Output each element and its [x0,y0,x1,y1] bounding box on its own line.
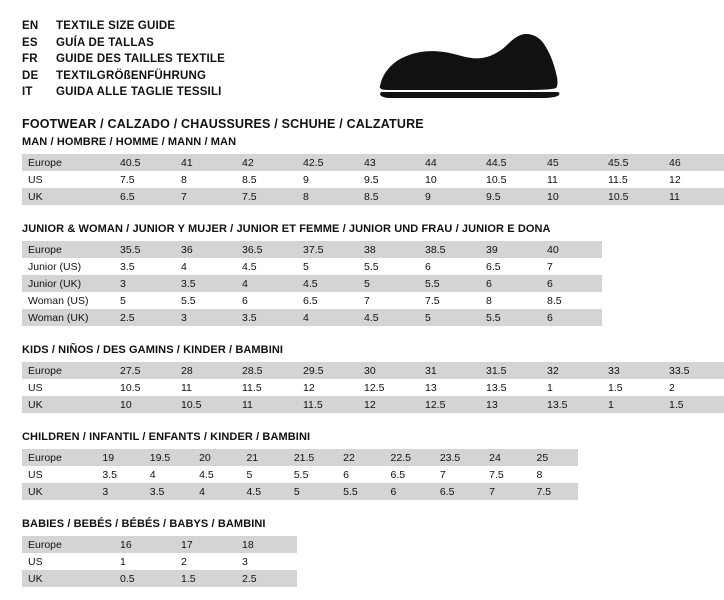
language-row [22,51,362,68]
size-cell: 6.5 [486,260,501,273]
size-section-man [22,136,681,205]
size-cell: 42.5 [297,154,358,171]
table-row [22,570,297,587]
row-label: UK [22,483,96,500]
size-cell: 6.5 [114,188,175,205]
table-row [22,466,578,483]
size-cell: 4 [181,260,187,273]
size-cell: 9 [303,173,309,186]
size-cell: 7 [483,483,530,500]
size-cell: 3.5 [144,483,193,500]
table-row [22,483,578,500]
size-table-children [22,449,578,500]
size-cell: 31.5 [480,362,541,379]
size-cell: 42 [236,154,297,171]
size-cell: 6 [480,275,541,292]
size-cell: 8.5 [547,294,562,307]
size-cell: 10.5 [120,381,141,394]
size-cell: 6 [541,275,602,292]
size-cell: 46 [663,154,724,171]
size-cell: 6.5 [390,468,406,481]
row-label: US [28,555,43,568]
size-cell: 11 [236,396,297,413]
page-header [22,18,578,131]
size-cell: 4 [236,275,297,292]
size-cell: 12 [358,396,419,413]
table-row [22,553,297,570]
size-cell: 5 [358,275,419,292]
size-cell: 36 [175,241,236,258]
size-cell: 4.5 [358,309,419,326]
size-cell: 20 [193,449,240,466]
size-cell: 6.5 [303,294,318,307]
size-cell: 6 [541,309,602,326]
size-cell: 0.5 [114,570,175,587]
size-sections [22,136,690,587]
language-code: IT [22,86,33,98]
size-cell: 11.5 [608,173,628,186]
size-cell: 6 [385,483,434,500]
size-cell: 12 [669,173,681,186]
size-cell: 10 [425,173,437,186]
size-cell: 10 [114,396,175,413]
size-cell: 6.5 [434,483,483,500]
size-cell: 30 [358,362,419,379]
section-title: JUNIOR & WOMAN / JUNIOR Y MUJER / JUNIOR ET FEMME / JUNIOR UND FRAU / JUNIOR E DONA [22,223,551,235]
language-row [22,18,362,35]
size-cell: 37.5 [297,241,358,258]
footwear-title: FOOTWEAR / CALZADO / CHAUSSURES / SCHUHE / CALZATURE [22,116,424,131]
size-cell: 22 [337,449,384,466]
size-cell: 8 [536,468,543,481]
size-table-kids [22,362,724,413]
size-cell: 25 [531,449,578,466]
size-cell: 13.5 [486,381,507,394]
row-label: US [28,468,43,481]
size-cell: 4.5 [199,468,214,481]
size-cell: 12.5 [419,396,480,413]
size-cell: 4.5 [240,483,287,500]
language-code: DE [22,69,39,82]
size-cell: 19.5 [144,449,193,466]
size-cell: 6 [343,468,349,481]
size-cell: 33.5 [663,362,724,379]
size-cell: 1.5 [663,396,724,413]
language-row [22,84,362,101]
table-row [22,449,578,466]
language-row [22,68,362,85]
size-cell: 7.5 [120,173,135,186]
size-cell: 13 [425,381,437,394]
size-cell: 5 [246,468,253,481]
size-cell: 5 [419,309,480,326]
size-cell: 1 [602,396,663,413]
size-cell: 35.5 [114,241,175,258]
size-cell: 8.5 [242,173,257,186]
size-table-man [22,154,724,205]
size-cell: 45 [541,154,602,171]
size-cell: 7 [175,188,236,205]
row-label: Junior (US) [28,260,82,273]
size-cell: 27.5 [114,362,175,379]
size-cell: 11.5 [242,381,262,394]
size-cell: 3 [175,309,236,326]
language-row [22,35,362,52]
size-cell: 39 [480,241,541,258]
size-cell: 7.5 [236,188,297,205]
size-cell: 24 [483,449,530,466]
size-cell: 3 [242,555,248,568]
size-cell: 5.5 [419,275,480,292]
size-cell: 1 [120,555,126,568]
row-label: Europe [22,362,114,379]
size-cell: 45.5 [602,154,663,171]
section-title: BABIES / BEBÉS / BÉBÉS / BABYS / BAMBINI [22,518,266,530]
row-label: US [28,173,43,186]
table-row [22,154,724,171]
size-cell: 6 [425,260,431,273]
language-code: ES [22,36,38,49]
language-text: GUIDA ALLE TAGLIE TESSILI [56,86,222,98]
size-cell: 33 [602,362,663,379]
size-cell: 5 [120,294,126,307]
size-section-children [22,431,578,500]
size-cell: 5.5 [480,309,541,326]
size-cell: 12 [303,381,315,394]
size-cell: 9 [419,188,480,205]
size-cell: 28.5 [236,362,297,379]
size-cell: 43 [358,154,419,171]
dress-shoe-icon [374,28,564,103]
size-cell: 2 [181,555,187,568]
language-text: GUIDE DES TAILLES TEXTILE [56,53,225,65]
size-section-babies [22,518,578,587]
size-cell: 6 [242,294,248,307]
language-code: EN [22,20,39,32]
size-cell: 2 [669,381,675,394]
size-cell: 3.5 [175,275,236,292]
table-row [22,292,602,309]
size-cell: 3.5 [102,468,118,481]
size-cell: 9.5 [364,173,379,186]
size-cell: 13.5 [541,396,602,413]
table-row [22,536,297,553]
table-row [22,396,724,413]
size-cell: 1.5 [175,570,236,587]
size-cell: 40.5 [114,154,175,171]
table-row [22,362,724,379]
size-cell: 8 [181,173,187,186]
size-cell: 7.5 [489,468,504,481]
size-cell: 2.5 [236,570,297,587]
size-section-kids [22,344,690,413]
size-section-junior-woman [22,223,578,326]
table-row [22,188,724,205]
size-cell: 13 [480,396,541,413]
size-cell: 7 [364,294,370,307]
size-cell: 11 [181,381,192,394]
size-cell: 5.5 [364,260,379,273]
language-text: TEXTILE SIZE GUIDE [56,20,176,32]
size-cell: 3.5 [120,260,135,273]
size-cell: 11.5 [297,396,358,413]
size-cell: 10.5 [486,173,507,186]
row-label: Europe [22,536,114,553]
size-cell: 5.5 [293,468,309,481]
row-label: Junior (UK) [22,275,114,292]
row-label: US [28,381,43,394]
language-code: FR [22,53,38,65]
size-cell: 29.5 [297,362,358,379]
size-cell: 11 [547,173,558,186]
section-title: MAN / HOMBRE / HOMME / MANN / MAN [22,136,237,148]
size-cell: 12.5 [364,381,385,394]
size-cell: 10.5 [602,188,663,205]
size-cell: 10.5 [175,396,236,413]
size-cell: 41 [175,154,236,171]
size-cell: 5.5 [181,294,196,307]
size-cell: 32 [541,362,602,379]
size-cell: 28 [175,362,236,379]
size-cell: 44.5 [480,154,541,171]
size-cell: 4 [297,309,358,326]
table-row [22,379,724,396]
size-table-junior-woman [22,241,602,326]
size-cell: 4.5 [242,260,257,273]
size-cell: 7 [439,468,446,481]
size-table-babies [22,536,297,587]
size-cell: 38 [358,241,419,258]
size-cell: 4.5 [297,275,358,292]
size-cell: 18 [236,536,297,553]
language-text: GUÍA DE TALLAS [56,36,154,49]
table-row [22,171,724,188]
table-row [22,275,602,292]
size-cell: 5 [303,260,309,273]
table-row [22,309,602,326]
row-label: Europe [22,449,96,466]
row-label: Europe [22,154,114,171]
table-row [22,241,602,258]
size-cell: 10 [541,188,602,205]
row-label: Woman (UK) [22,309,114,326]
row-label: UK [22,188,114,205]
section-title: KIDS / NIÑOS / DES GAMINS / KINDER / BAMBINI [22,344,284,356]
size-cell: 23.5 [434,449,483,466]
size-cell: 19 [96,449,143,466]
table-row [22,258,602,275]
size-cell: 9.5 [480,188,541,205]
size-cell: 16 [114,536,175,553]
size-cell: 4 [193,483,240,500]
size-cell: 1.5 [608,381,623,394]
size-cell: 3 [96,483,143,500]
size-cell: 7.5 [425,294,440,307]
size-cell: 44 [419,154,480,171]
size-cell: 38.5 [419,241,480,258]
row-label: Europe [22,241,114,258]
size-cell: 3 [114,275,175,292]
size-cell: 17 [175,536,236,553]
size-cell: 36.5 [236,241,297,258]
size-cell: 40 [541,241,602,258]
size-cell: 5.5 [337,483,384,500]
size-cell: 5 [288,483,337,500]
size-cell: 21 [240,449,287,466]
size-cell: 4 [149,468,156,481]
row-label: UK [22,396,114,413]
language-list [22,18,362,101]
section-title: CHILDREN / INFANTIL / ENFANTS / KINDER / BAMBINI [22,431,311,443]
row-label: UK [22,570,114,587]
size-cell: 8 [486,294,492,307]
size-cell: 1 [547,381,553,394]
size-cell: 8.5 [358,188,419,205]
row-label: Woman (US) [28,294,89,307]
language-text: TEXTILGRÖßENFÜHRUNG [56,69,207,82]
size-cell: 7 [547,260,553,273]
size-cell: 22.5 [385,449,434,466]
size-cell: 11 [663,188,724,205]
size-cell: 8 [297,188,358,205]
size-cell: 7.5 [531,483,578,500]
size-cell: 31 [419,362,480,379]
size-cell: 3.5 [236,309,297,326]
size-cell: 2.5 [114,309,175,326]
size-cell: 21.5 [288,449,337,466]
